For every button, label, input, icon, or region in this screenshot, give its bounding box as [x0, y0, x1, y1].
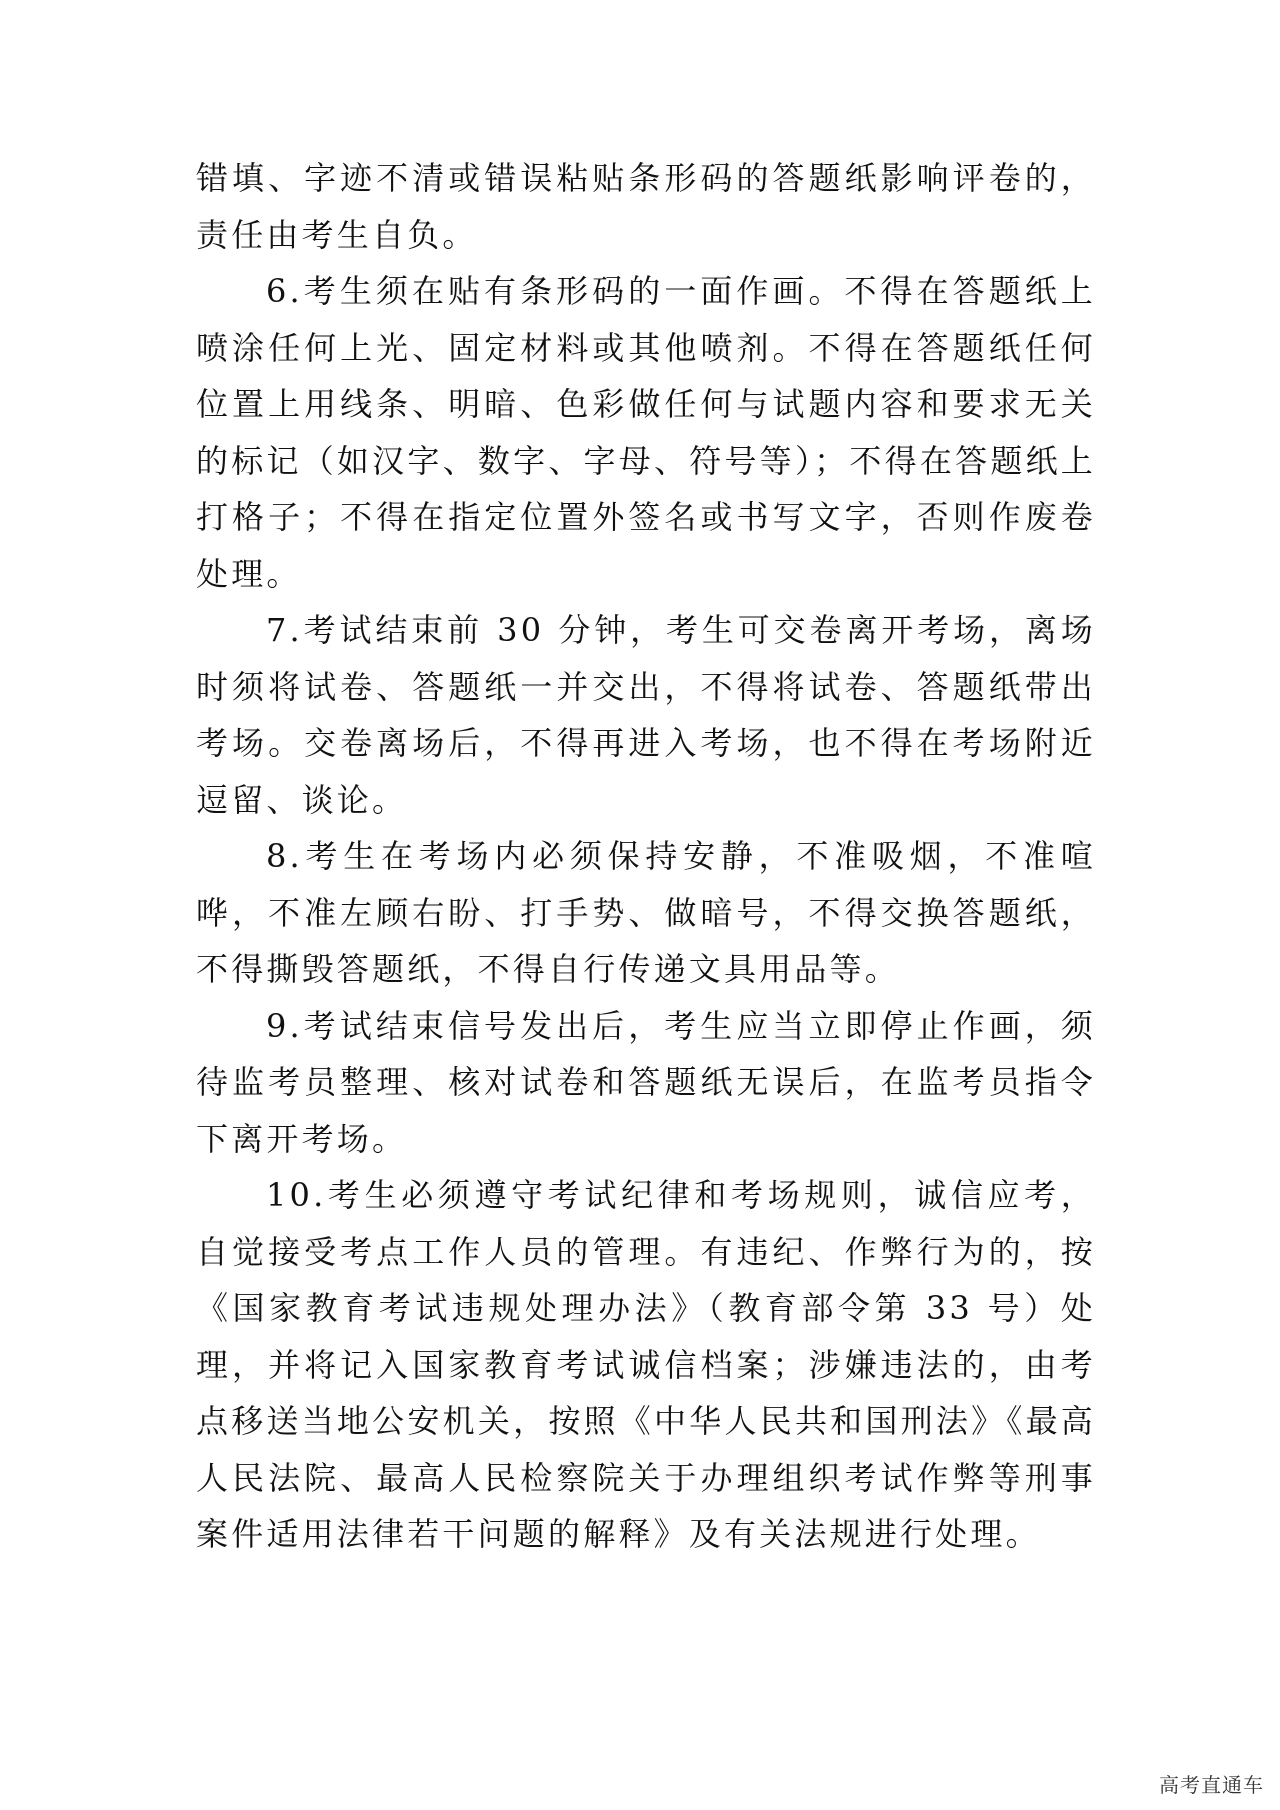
paragraph-rule-8: 8.考生在考场内必须保持安静，不准吸烟，不准喧哗，不准左顾右盼、打手势、做暗号，不得交换答题纸，不得撕毁答题纸，不得自行传递文具用品等。: [196, 837, 1096, 988]
paragraph-rule-7: 7.考试结束前 30 分钟，考生可交卷离开考场，离场时须将试卷、答题纸一并交出，不得将试卷、答题纸带出考场。交卷离场后，不得再进入考场，也不得在考场附近逗留、谈论。: [196, 611, 1096, 819]
paragraph-rule-9: 9.考试结束信号发出后，考生应当立即停止作画，须待监考员整理、核对试卷和答题纸无误后，在监考员指令下离开考场。: [196, 1006, 1096, 1158]
watermark-text: 高考直通车: [1159, 1773, 1264, 1797]
paragraph-continuation: 错填、字迹不清或错误粘贴条形码的答题纸影响评卷的，责任由考生自负。: [196, 159, 1096, 254]
document-body: [196, 150, 1096, 1563]
paragraph-rule-10: 10.考生必须遵守考试纪律和考场规则，诚信应考，自觉接受考点工作人员的管理。有违纪、作弊行为的，按《国家教育考试违规处理办法》（教育部令第 33 号）处理，并将记入国家教育考试诚信档案；涉嫌违法的，由考点移送当地公安机关，按照《中华人民共和国刑法》《最高人民法院、最高人民检察院关于办理组织考试作弊等刑事案件适用法律若干问题的解释》及有关法规进行处理。: [196, 1176, 1096, 1553]
paragraph-rule-6: 6.考生须在贴有条形码的一面作画。不得在答题纸上喷涂任何上光、固定材料或其他喷剂。不得在答题纸任何位置上用线条、明暗、色彩做任何与试题内容和要求无关的标记（如汉字、数字、字母、符号等）；不得在答题纸上打格子；不得在指定位置外签名或书写文字，否则作废卷处理。: [196, 272, 1096, 593]
